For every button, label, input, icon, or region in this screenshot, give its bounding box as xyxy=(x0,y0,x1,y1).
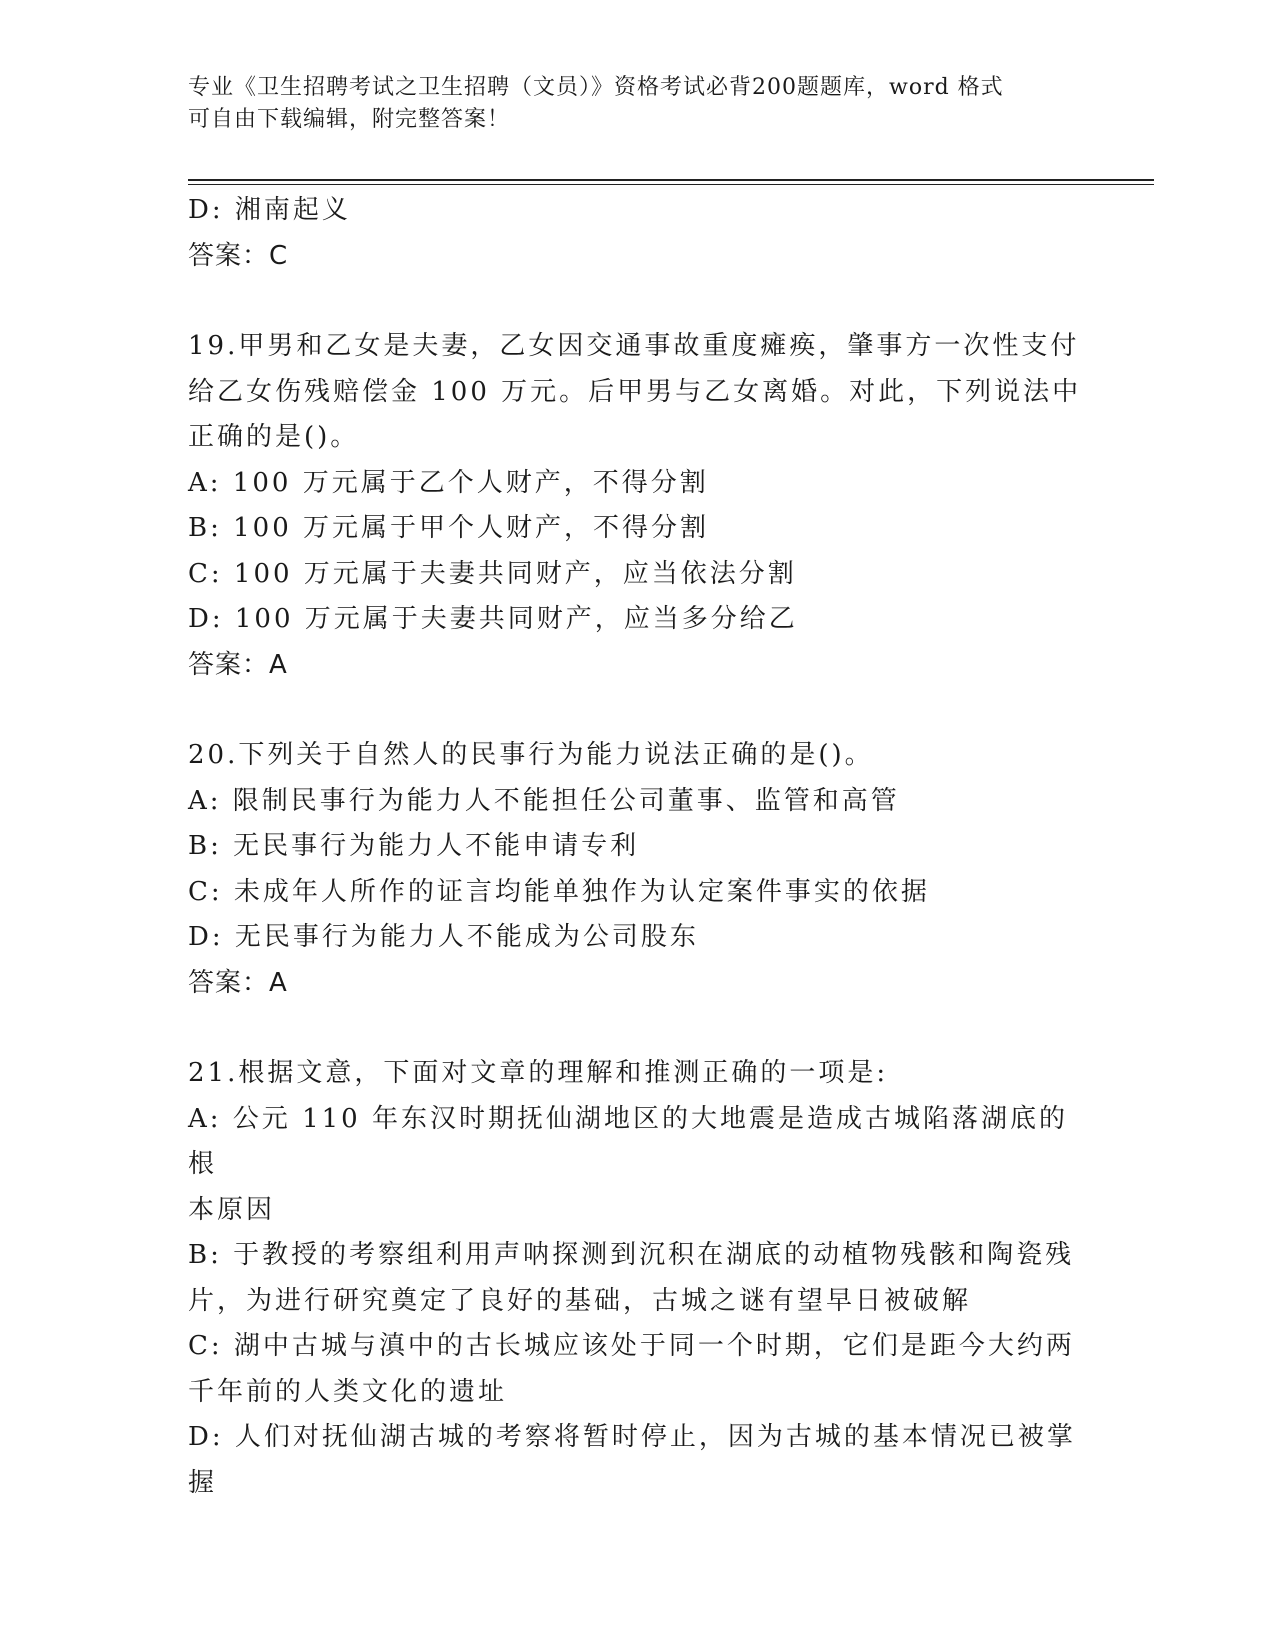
option-b: B: 无民事行为能力人不能申请专利 xyxy=(188,831,640,861)
option-b-continued: 片，为进行研究奠定了良好的基础，古城之谜有望早日被破解 xyxy=(188,1285,972,1316)
option-c: C: 未成年人所作的证言均能单独作为认定案件事实的依据 xyxy=(188,876,930,907)
question-text: 给乙女伤残赔偿金 100 万元。后甲男与乙女离婚。对此，下列说法中 xyxy=(188,376,1082,407)
option-d: D: 人们对抚仙湖古城的考察将暂时停止，因为古城的基本情况已被掌 xyxy=(188,1422,1076,1452)
header-divider-thin xyxy=(188,184,1154,185)
header-line-1: 专业《卫生招聘考试之卫生招聘（文员）》资格考试必背200题题库，word 格式 xyxy=(188,75,1004,100)
option-c-continued: 千年前的人类文化的遗址 xyxy=(188,1376,508,1407)
answer-line: 答案：A xyxy=(188,967,288,998)
option-d: D: 100 万元属于夫妻共同财产，应当多分给乙 xyxy=(188,604,798,634)
question-20 xyxy=(188,733,1088,1006)
answer-line: 答案：A xyxy=(188,649,288,680)
option-a-continued: 本原因 xyxy=(188,1194,276,1225)
question-text: 20.下列关于自然人的民事行为能力说法正确的是()。 xyxy=(188,740,874,770)
document-body xyxy=(188,188,1088,1506)
page-header xyxy=(188,72,1088,136)
option-d: D: 无民事行为能力人不能成为公司股东 xyxy=(188,922,699,952)
answer-line: 答案：C xyxy=(188,240,289,271)
question-text: 21.根据文意，下面对文章的理解和推测正确的一项是: xyxy=(188,1058,889,1088)
question-text: 19.甲男和乙女是夫妻，乙女因交通事故重度瘫痪，肇事方一次性支付 xyxy=(188,331,1080,361)
question-text: 正确的是()。 xyxy=(188,422,360,452)
option-d-continued: 握 xyxy=(188,1467,218,1498)
question-21 xyxy=(188,1051,1088,1506)
header-divider-thick xyxy=(188,179,1154,181)
option-c: C: 湖中古城与滇中的古长城应该处于同一个时期，它们是距今大约两 xyxy=(188,1331,1075,1361)
option-a: A: 100 万元属于乙个人财产，不得分割 xyxy=(188,467,709,498)
option-d: D: 湘南起义 xyxy=(188,195,351,225)
option-a: A: 公元 110 年东汉时期抚仙湖地区的大地震是造成古城陷落湖底的根 xyxy=(188,1103,1068,1179)
option-c: C: 100 万元属于夫妻共同财产，应当依法分割 xyxy=(188,558,797,589)
option-a: A: 限制民事行为能力人不能担任公司董事、监管和高管 xyxy=(188,785,900,816)
question-19 xyxy=(188,324,1088,688)
header-line-2: 可自由下载编辑，附完整答案！ xyxy=(188,107,511,132)
question-18-tail xyxy=(188,188,1088,279)
option-b: B: 100 万元属于甲个人财产，不得分割 xyxy=(188,513,710,543)
option-b: B: 于教授的考察组利用声呐探测到沉积在湖底的动植物残骸和陶瓷残 xyxy=(188,1240,1075,1270)
